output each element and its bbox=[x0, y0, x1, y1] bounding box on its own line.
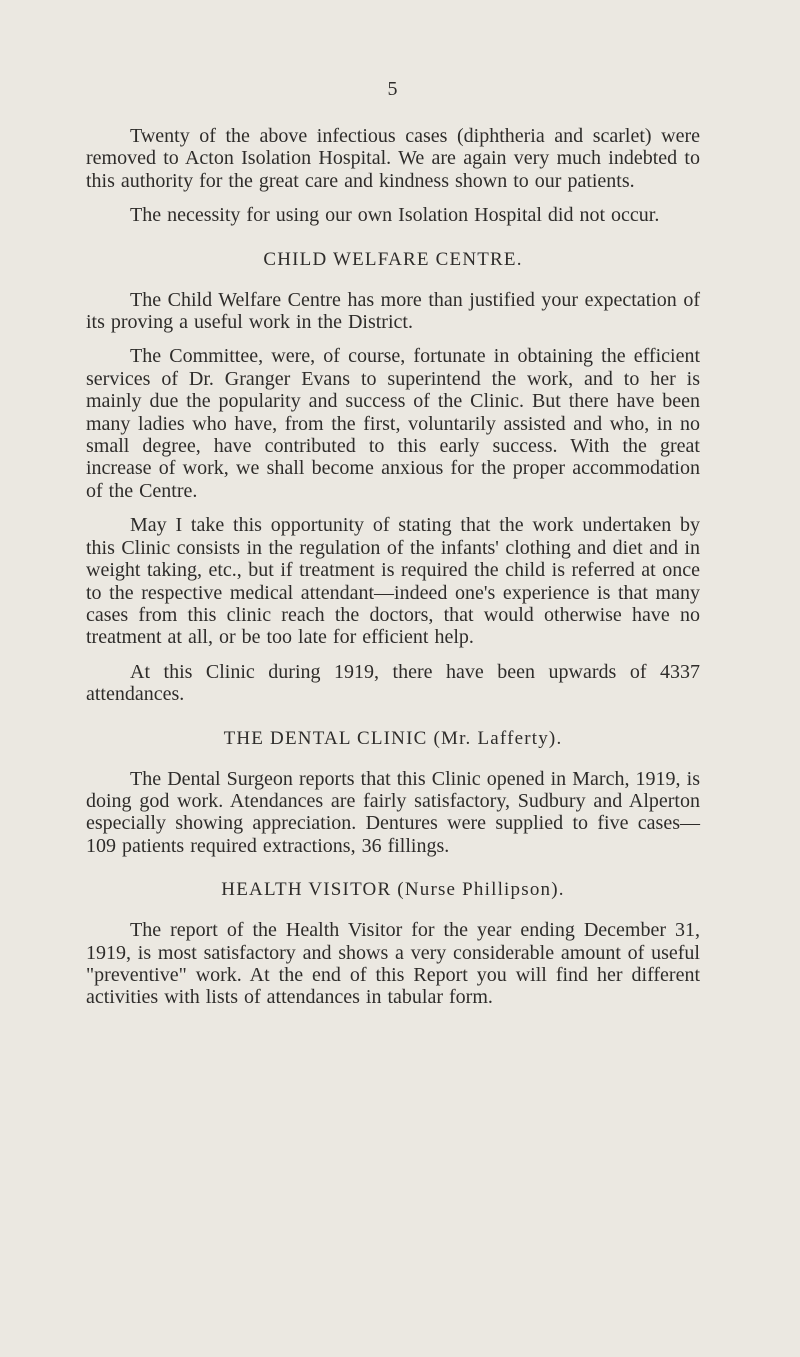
heading-dental-clinic: THE DENTAL CLINIC (Mr. Lafferty). bbox=[223, 727, 563, 749]
page-content bbox=[86, 78, 700, 1021]
paragraph-isolation-cases: Twenty of the above infectious cases (diphtheria and scarlet) were removed to Acton Isolation Hospital. We are again very much indebted to this authority for the great care and kindness shown to our patients. bbox=[86, 125, 700, 192]
heading-health-visitor: HEALTH VISITOR (Nurse Phillipson). bbox=[221, 879, 565, 901]
paragraph-dental-report: The Dental Surgeon reports that this Clinic opened in March, 1919, is doing god work. Atendances are fairly satisfactory, Sudbury and Alperton especially showing appreciation. Dentures were supplied to five cases—109 patients required extractions, 36 fillings. bbox=[86, 767, 700, 857]
paragraph-welfare-justified: The Child Welfare Centre has more than justified your expectation of its proving a useful work in the District. bbox=[86, 288, 700, 334]
paragraph-isolation-hospital: The necessity for using our own Isolation Hospital did not occur. bbox=[130, 204, 660, 227]
paragraph-welfare-attendances: At this Clinic during 1919, there have been upwards of 4337 attendances. bbox=[86, 660, 700, 706]
heading-child-welfare-centre: CHILD WELFARE CENTRE. bbox=[263, 248, 523, 270]
paragraph-health-visitor-report: The report of the Health Visitor for the year ending December 31, 1919, is most satisfactory and shows a very considerable amount of useful "preventive" work. At the end of this Report you will find her different activities with lists of attendances in tabular form. bbox=[86, 919, 700, 1009]
page-number: 5 bbox=[387, 78, 399, 100]
paragraph-welfare-work: May I take this opportunity of stating that the work undertaken by this Clinic consists in the regulation of the infants' clothing and diet and in weight taking, etc., but if treatment is required the child is referred at once to the respective medical attendant—indeed one's experience is that many cases from this clinic reach the doctors, that would otherwise have no treatment at all, or be too late for efficient help. bbox=[86, 514, 700, 649]
paragraph-welfare-committee: The Committee, were, of course, fortunate in obtaining the efficient services of Dr. Granger Evans to superintend the work, and to her is mainly due the popularity and success of the Clinic. But there have been many ladies who have, from the first, voluntarily assisted and who, in no small degree, have contributed to this early success. With the great increase of work, we shall become anxious for the proper accommodation of the Centre. bbox=[86, 345, 700, 502]
